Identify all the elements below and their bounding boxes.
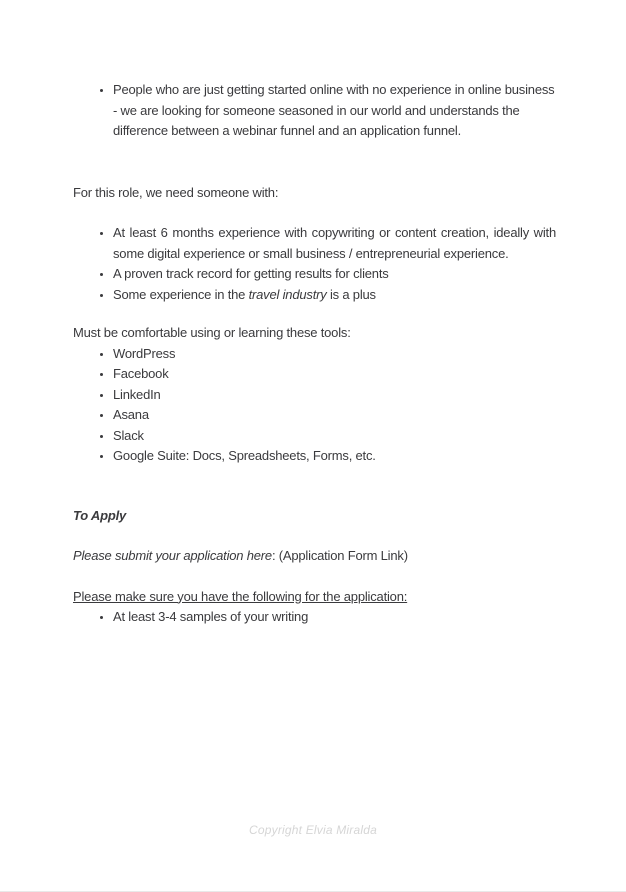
requirement-travel-suffix: is a plus [326,286,376,302]
tool-item-linkedin: • LinkedIn [113,385,556,406]
intro-bullet-list [73,80,556,142]
requirement-item-track-record: • A proven track record for getting results for clients [113,264,556,285]
checklist-item-writing-samples: • At least 3-4 samples of your writing [113,607,556,628]
tool-item-facebook: • Facebook [113,364,556,385]
to-apply-heading: To Apply [73,507,127,523]
apply-instruction-italic: Please submit your application here [73,548,272,563]
requirement-item-copywriting: • At least 6 months experience with copywriting or content creation, ideally with some digital experience or small business / entrepreneurial experience. [113,223,556,264]
apply-instruction-link-placeholder: : (Application Form Link) [271,548,408,563]
role-requirements-list [73,223,556,305]
requirement-item-travel [113,285,556,306]
tool-item-asana: • Asana [113,405,556,426]
apply-instruction-line [73,546,556,567]
requirement-travel-prefix: Some experience in the [113,286,249,302]
tool-item-slack: • Slack [113,426,556,447]
role-requirements-heading: For this role, we need someone with: [73,184,279,200]
tools-list [73,344,556,467]
tools-heading: Must be comfortable using or learning these tools: [73,325,351,340]
application-checklist [73,607,556,628]
tool-item-wordpress: • WordPress [113,344,556,365]
application-checklist-heading: Please make sure you have the following for the application: [73,588,408,604]
intro-bullet-item: • People who are just getting started online with no experience in online business - we are looking for someone seasoned in our world and understands the difference between a webinar funnel and an application funnel. [113,80,556,142]
copyright-footer: Copyright Elvia Miralda [249,823,377,837]
requirement-travel-emphasis: travel industry [248,286,327,302]
tool-item-google-suite: • Google Suite: Docs, Spreadsheets, Forms, etc. [113,446,556,467]
